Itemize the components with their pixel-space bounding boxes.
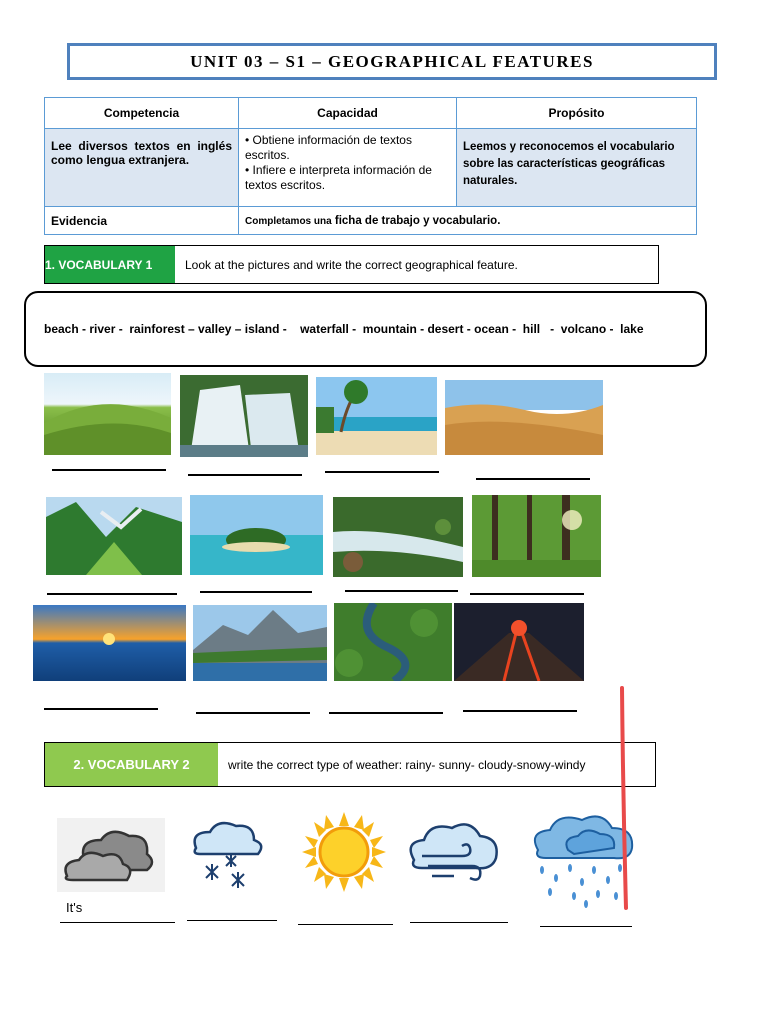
answer-line[interactable] (325, 471, 439, 473)
header-proposito: Propósito (457, 98, 697, 129)
weather-answer-line[interactable] (540, 926, 632, 927)
capacidad-item: • Obtiene información de textos escritos. (245, 133, 412, 162)
answer-line[interactable] (470, 593, 584, 595)
example-its: It's (66, 900, 83, 915)
vocab1-instruction: Look at the pictures and write the correct geographical feature. (185, 257, 518, 272)
volcano-picture (454, 603, 584, 681)
desert-icon (445, 380, 603, 455)
desert-picture (445, 380, 603, 455)
beach-picture (316, 377, 437, 455)
answer-line[interactable] (476, 478, 590, 480)
volcano-icon (454, 603, 584, 681)
weather-answer-line[interactable] (410, 922, 508, 923)
proposito-text: Leemos y reconocemos el vocabulario sobre las características geográficas naturales. (457, 129, 697, 207)
answer-line[interactable] (345, 590, 458, 592)
evidencia-prefix: Completamos una (245, 215, 332, 227)
capacidad-item: • Infiere e interpreta información de textos escritos. (245, 163, 432, 192)
island-picture (190, 495, 323, 575)
valley-picture (46, 497, 182, 575)
header-capacidad: Capacidad (239, 98, 457, 129)
competency-table (44, 97, 697, 235)
ocean-icon (33, 605, 186, 681)
answer-line[interactable] (52, 469, 166, 471)
waterfall-picture (180, 375, 308, 457)
evidencia-label: Evidencia (45, 207, 239, 235)
page-title: UNIT 03 – S1 – GEOGRAPHICAL FEATURES (67, 43, 717, 80)
answer-line[interactable] (47, 593, 177, 595)
rainforest-picture (334, 603, 452, 681)
beach-icon (316, 377, 437, 455)
evidencia-rest: ficha de trabajo y vocabulario. (331, 214, 501, 227)
answer-line[interactable] (329, 712, 443, 714)
waterfall-icon (180, 375, 308, 457)
forest-icon (472, 495, 601, 577)
ocean-picture (33, 605, 186, 681)
vocab1-bar (44, 245, 659, 284)
header-competencia: Competencia (45, 98, 239, 129)
competencia-text: Lee diversos textos en inglés como lengua extranjera. (45, 129, 239, 207)
vocab1-tag: 1. VOCABULARY 1 (45, 246, 175, 283)
vocab2-instruction: write the correct type of weather: rainy- sunny- cloudy-snowy-windy (228, 757, 586, 772)
island-icon (190, 495, 323, 575)
vocab2-tag: 2. VOCABULARY 2 (45, 743, 218, 786)
word-bank: beach - river - rainforest – valley – island - waterfall - mountain - desert - ocean - hill - volcano - lake (24, 291, 707, 367)
red-pen-stroke-icon (619, 686, 633, 912)
answer-line[interactable] (188, 474, 302, 476)
windy-icon (402, 818, 504, 890)
evidencia-text (239, 207, 697, 235)
sunny-icon (302, 812, 386, 892)
capacidad-cell (239, 129, 457, 207)
snowy-icon (188, 818, 268, 890)
hill-icon (44, 373, 171, 455)
weather-answer-line[interactable] (60, 922, 175, 923)
answer-line[interactable] (196, 712, 310, 714)
vocab2-bar (44, 742, 656, 787)
river-icon (333, 497, 463, 577)
answer-line[interactable] (44, 708, 158, 710)
lake-picture (193, 605, 327, 681)
valley-icon (46, 497, 182, 575)
red-annotation-mark (619, 686, 627, 912)
answer-line[interactable] (200, 591, 312, 593)
hill-picture (44, 373, 171, 455)
answer-line[interactable] (463, 710, 577, 712)
lake-icon (193, 605, 327, 681)
cloudy-icon (57, 818, 165, 892)
river-picture (333, 497, 463, 577)
weather-answer-line[interactable] (298, 924, 393, 925)
forest-picture (472, 495, 601, 577)
weather-answer-line[interactable] (187, 920, 277, 921)
rainforest-icon (334, 603, 452, 681)
